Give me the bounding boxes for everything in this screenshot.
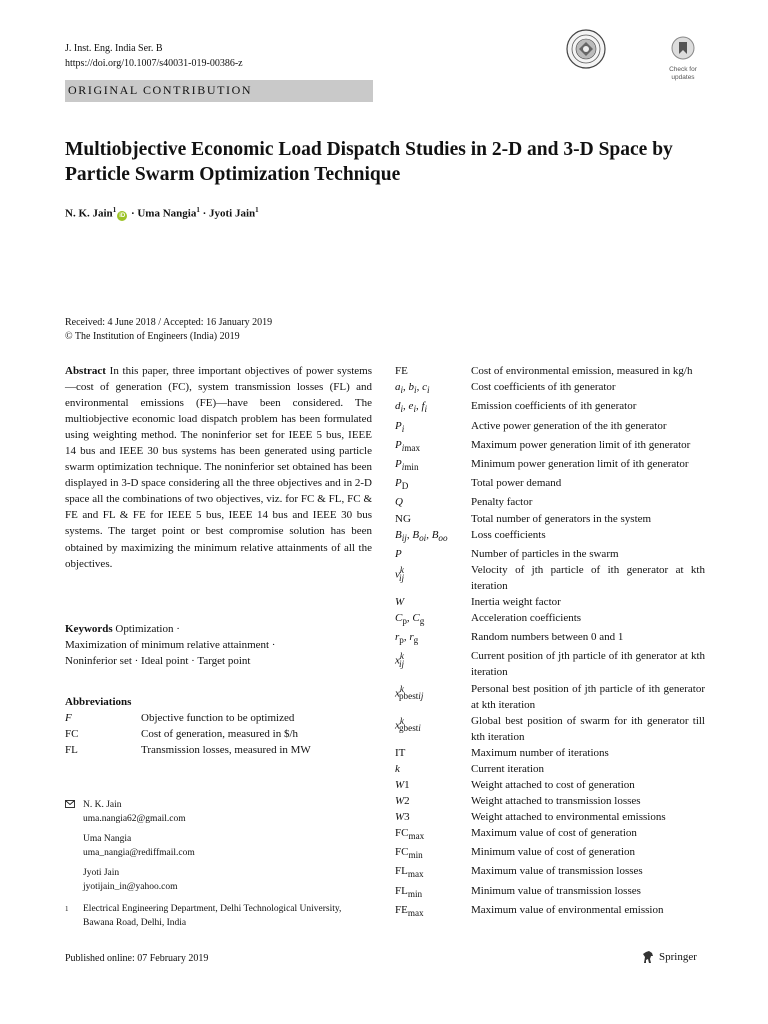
nomenclature-symbol: $P_{imin}$ [395,457,419,473]
correspondent-email[interactable]: jyotijain_in@yahoo.com [83,882,178,892]
nomenclature-desc: Number of particles in the swarm [471,547,619,560]
keyword-line: Noninferior set · Ideal point · Target point [65,655,251,668]
nomenclature-row [395,629,705,648]
abbreviation-symbol: FL [65,744,78,757]
section-label-band [65,80,373,102]
correspondence-entry [65,866,195,894]
nomenclature-symbol: $x^k_{gbesti}$ [395,715,421,734]
nomenclature-desc: Cost of environmental emission, measured in kg/h [471,365,693,377]
nomenclature-symbol: $FE_{max}$ [395,903,424,919]
nomenclature-desc: Emission coefficients of ith generator [471,400,637,413]
nomenclature-symbol: $a_i$, $b_i$, $c_i$ [395,381,430,396]
correspondence [65,798,195,900]
abbreviation-row [65,710,372,726]
nomenclature-row [395,562,705,594]
nomenclature-symbol: $x^k_{pbestij}$ [395,683,424,702]
keywords [65,621,372,669]
orcid-icon[interactable]: iD [119,212,126,219]
author-affiliation: 1 [112,206,117,214]
nomenclature-row [395,610,705,629]
nomenclature-desc: Global best position of swarm for ith generator till kth iteration [471,714,705,743]
nomenclature-row [395,594,705,610]
nomenclature-desc: Cost coefficients of ith generator [471,381,616,394]
abstract-text: In this paper, three important objectives of power systems—cost of generation (FC), system transmission losses (FL) and environmental emissions (FE)—have been considered. The multiobjective economic load dispatch problem has been formulated using weighting method. The noninferior set for IEEE 5 bus, IEEE 14 bus and IEEE 30 bus systems has been generated using particle swarm optimization technique. The noninferior set obtained has been displayed in 3-D space considering all the three objectives and in 2-D space all the combinations of two objectives, viz. for FC & FL, FC & FE and FL & FE for IEEE 5 bus, IEEE 14 bus and IEEE 30 bus systems. The target point or best compromise solution has been obtained by maximizing the minimum relative attainments of all the objectives. [65,365,372,570]
nomenclature-row [395,527,705,546]
keyword-line: Maximization of minimum relative attainment · [65,639,276,652]
nomenclature-symbol: W3 [395,810,410,823]
abstract-label: Abstract [65,365,106,377]
author-affiliation: 1 [196,206,200,214]
nomenclature-row [395,511,705,527]
nomenclature-symbol: W [395,595,405,608]
nomenclature-row [395,825,705,844]
author-name[interactable]: Jyoti Jain [209,207,256,220]
check-for-updates-badge[interactable] [662,36,704,81]
nomenclature-symbol: NG [395,512,411,525]
nomenclature-symbol: W1 [395,778,410,791]
nomenclature-symbol: IT [395,746,406,759]
nomenclature-symbol: $P_i$ [395,419,405,434]
nomenclature-desc: Maximum number of iterations [471,746,609,759]
abstract [65,363,372,572]
nomenclature-symbol: FE [395,365,408,377]
nomenclature-desc: Maximum value of cost of generation [471,826,637,839]
nomenclature-row [395,379,705,398]
journal-name: J. Inst. Eng. India Ser. B [65,43,163,54]
nomenclature-row [395,475,705,494]
nomenclature-desc: Total number of generators in the system [471,512,652,525]
nomenclature-desc: Weight attached to environmental emissions [471,810,666,823]
nomenclature-row [395,494,705,510]
nomenclature-row [395,863,705,882]
nomenclature-list [395,363,705,921]
nomenclature-row [395,793,705,809]
nomenclature-row [395,713,705,745]
nomenclature-desc: Minimum power generation limit of ith generator [471,457,689,470]
doi-link[interactable]: https://doi.org/10.1007/s40031-019-00386-z [65,58,243,69]
abbreviations [65,694,372,758]
nomenclature-desc: Minimum value of cost of generation [471,846,636,859]
correspondent-email[interactable]: uma_nangia@rediffmail.com [83,848,195,858]
nomenclature-desc: Weight attached to cost of generation [471,778,635,791]
correspondent-name: Jyoti Jain [83,868,120,878]
article-title: Multiobjective Economic Load Dispatch Studies in 2-D and 3-D Space by Particle Swarm Optimization Technique [65,139,673,185]
nomenclature-row [395,777,705,793]
abbreviation-desc: Cost of generation, measured in $/h [141,728,299,741]
nomenclature-symbol: W2 [395,794,410,807]
abbreviation-desc: Objective function to be optimized [141,712,295,725]
affiliation-number: 1 [65,905,69,913]
abbreviation-symbol: F [65,712,72,725]
check-for-updates-icon [671,36,695,60]
nomenclature-symbol: $C_p$, $C_g$ [395,611,425,627]
correspondence-entry [65,832,195,860]
correspondent-name: Uma Nangia [83,834,132,844]
check-for-updates-line1: Check for [669,66,697,73]
keyword-line: Optimization · [115,623,180,635]
nomenclature-row [395,456,705,475]
nomenclature-symbol: $FL_{max}$ [395,865,424,880]
nomenclature-row [395,363,705,379]
nomenclature-symbol: k [395,762,400,775]
nomenclature-symbol: $x^k_{ij}$ [395,651,405,670]
nomenclature-desc: Personal best position of jth particle of ith generator at kth iteration [471,682,705,711]
nomenclature-symbol: Q [395,496,403,509]
nomenclature-desc: Maximum power generation limit of ith generator [471,438,691,451]
affiliation-text: Electrical Engineering Department, Delhi Technological University, Bawana Road, Delhi, India [83,904,342,928]
nomenclature-symbol: $FL_{min}$ [395,884,423,899]
check-for-updates-line2: updates [671,74,695,81]
nomenclature-desc: Current iteration [471,762,545,775]
abbreviation-symbol: FC [65,728,79,741]
nomenclature-desc: Current position of jth particle of ith generator at kth iteration [471,650,705,679]
nomenclature-symbol: $P_D$ [395,477,409,492]
nomenclature-desc: Weight attached to transmission losses [471,794,641,807]
nomenclature-desc: Velocity of jth particle of ith generator at kth iteration [471,563,705,592]
abbreviation-desc: Transmission losses, measured in MW [141,744,311,757]
correspondence-entry [65,798,195,826]
keywords-label: Keywords [65,623,113,635]
nomenclature-desc: Inertia weight factor [471,595,561,608]
nomenclature-row [395,902,705,921]
nomenclature-desc: Maximum value of environmental emission [471,903,664,916]
nomenclature-row [395,648,705,680]
nomenclature-desc: Loss coefficients [471,528,546,541]
nomenclature-row [395,761,705,777]
author-list: N. K. Jain$^1$iD · Uma Nangia$^1$ · Jyoti Jain$^1$ [65,206,259,220]
nomenclature-symbol: $v^k_{ij}$ [395,564,405,583]
nomenclature-row [395,681,705,713]
nomenclature-desc: Acceleration coefficients [471,611,582,624]
nomenclature-desc: Random numbers between 0 and 1 [471,631,624,644]
author-name[interactable]: Uma Nangia [137,207,197,220]
nomenclature-desc: Minimum value of transmission losses [471,884,641,897]
section-label: ORIGINAL CONTRIBUTION [68,83,253,97]
correspondent-email[interactable]: uma.nangia62@gmail.com [83,814,186,824]
nomenclature-desc: Total power demand [471,477,562,490]
nomenclature-desc: Maximum value of transmission losses [471,865,643,878]
nomenclature-row [395,546,705,562]
nomenclature-row [395,809,705,825]
article-dates [65,316,272,344]
abbreviations-heading: Abbreviations [65,696,132,708]
springer-horse-icon [641,950,655,964]
abbreviation-row [65,726,372,742]
publisher-logo [641,950,697,964]
nomenclature-row [395,398,705,417]
nomenclature-desc: Penalty factor [471,496,533,509]
nomenclature-row [395,844,705,863]
nomenclature-symbol: $B_{ij}$, $B_{oi}$, $B_{oo}$ [395,528,448,543]
envelope-icon [65,800,75,808]
journal-header [65,41,243,71]
nomenclature-row [395,437,705,456]
copyright: © The Institution of Engineers (India) 2019 [65,331,240,342]
nomenclature-symbol: $d_i$, $e_i$, $f_i$ [395,400,428,415]
author-name[interactable]: N. K. Jain [65,207,113,220]
nomenclature-symbol: $P_{imax}$ [395,438,421,453]
nomenclature-symbol: $r_p$, $r_g$ [395,631,419,646]
received-accepted: Received: 4 June 2018 / Accepted: 16 January 2019 [65,317,273,328]
author-affiliation: 1 [255,206,259,214]
nomenclature-row [395,745,705,761]
nomenclature-desc: Active power generation of the ith generator [471,419,667,432]
nomenclature-symbol: $FC_{max}$ [395,826,425,842]
nomenclature-row [395,418,705,437]
nomenclature-row [395,883,705,902]
correspondent-name: N. K. Jain [83,800,122,810]
nomenclature-symbol: P [395,547,402,560]
abbreviation-row [65,742,372,758]
nomenclature-symbol: $FC_{min}$ [395,846,423,861]
institution-seal-logo [566,29,606,69]
affiliation [65,902,373,930]
published-online: Published online: 07 February 2019 [65,953,209,964]
publisher-name: Springer [659,951,697,963]
